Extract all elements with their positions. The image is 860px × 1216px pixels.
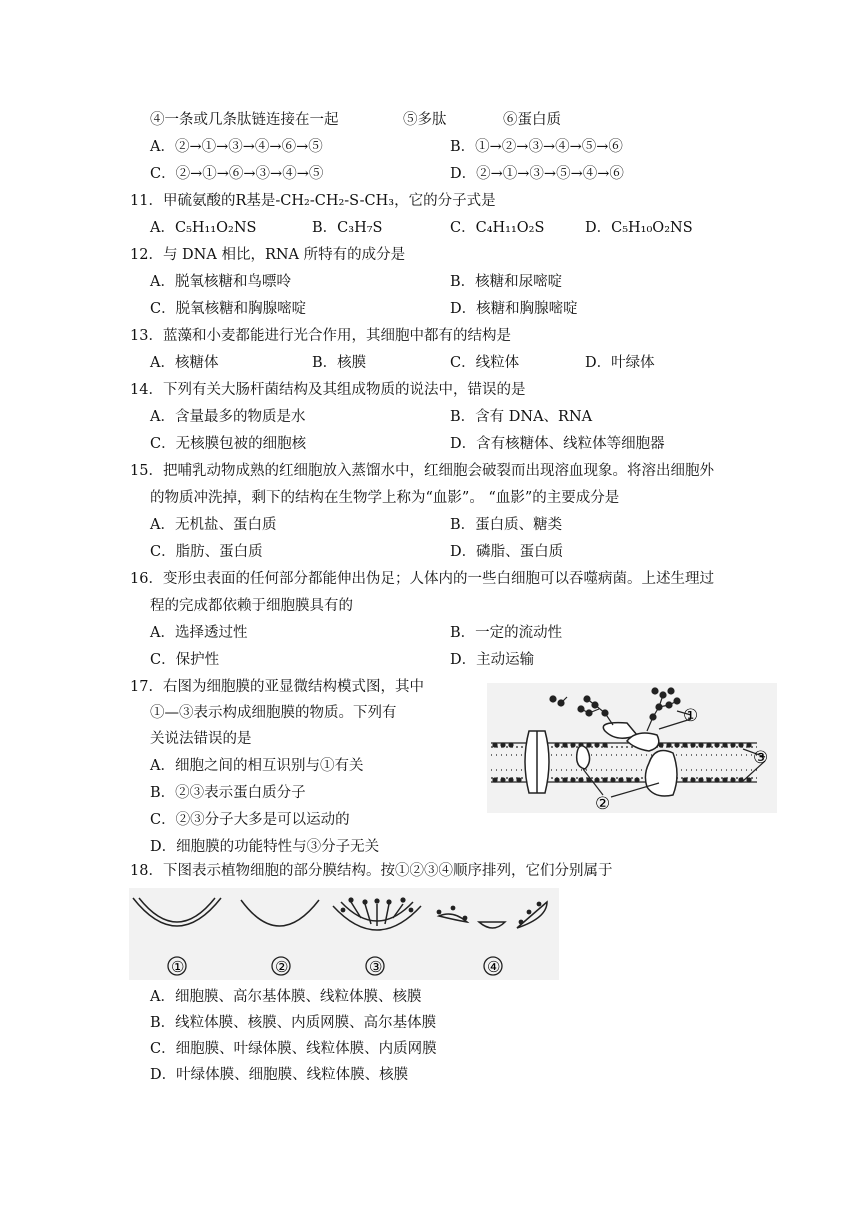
q14-option-a: A．含量最多的物质是水: [150, 409, 306, 425]
q15-option-c: C．脂肪、蛋白质: [150, 544, 263, 560]
q12-option-d: D．核糖和胸腺嘧啶: [450, 301, 578, 317]
q11-option-a: A．C₅H₁₁O₂NS: [150, 220, 257, 236]
q13-option-c: C．线粒体: [450, 355, 520, 371]
q18-option-b: B．线粒体膜、核膜、内质网膜、高尔基体膜: [150, 1015, 437, 1031]
q17-option-b: B．②③表示蛋白质分子: [150, 785, 306, 801]
q12-stem: 12．与 DNA 相比，RNA 所特有的成分是: [130, 247, 406, 263]
q13-option-b: B．核膜: [312, 355, 367, 371]
q10-option-a: A．②→①→③→④→⑥→⑤: [150, 139, 323, 155]
q18-stem: 18．下图表示植物细胞的部分膜结构。按①②③④顺序排列，它们分别属于: [130, 863, 613, 879]
q10-option-b: B．①→②→③→④→⑤→⑥: [450, 139, 623, 155]
q11-option-c: C．C₄H₁₁O₂S: [450, 220, 545, 236]
q16-stem-line2: 程的完成都依赖于细胞膜具有的: [150, 598, 353, 614]
q15-option-b: B．蛋白质、糖类: [450, 517, 563, 533]
q10-option-c: C．②→①→⑥→③→④→⑤: [150, 166, 324, 182]
q14-option-b: B．含有 DNA、RNA: [450, 409, 593, 425]
q14-stem: 14．下列有关大肠杆菌结构及其组成物质的说法中，错误的是: [130, 382, 526, 398]
q16-option-c: C．保护性: [150, 652, 220, 668]
q17-stem-line2: ①—③表示构成细胞膜的物质。下列有: [150, 705, 397, 721]
q18-option-a: A．细胞膜、高尔基体膜、线粒体膜、核膜: [150, 989, 422, 1005]
q12-option-c: C．脱氧核糖和胸腺嘧啶: [150, 301, 307, 317]
option-step-6: ⑥蛋白质: [503, 112, 561, 128]
q11-option-d: D．C₅H₁₀O₂NS: [585, 220, 693, 236]
option-step-5: ⑤多肽: [403, 112, 447, 128]
q17-option-d: D．细胞膜的功能特性与③分子无关: [150, 839, 380, 855]
q16-option-b: B．一定的流动性: [450, 625, 563, 641]
q11-option-b: B．C₃H₇S: [312, 220, 383, 236]
membrane-structures-figure: [129, 888, 559, 980]
membrane-label-2: ②: [595, 794, 611, 813]
q14-option-d: D．含有核糖体、线粒体等细胞器: [450, 436, 665, 452]
q15-option-d: D．磷脂、蛋白质: [450, 544, 564, 560]
q12-option-b: B．核糖和尿嘧啶: [450, 274, 563, 290]
q18-option-c: C．细胞膜、叶绿体膜、线粒体膜、内质网膜: [150, 1041, 437, 1057]
figure-label-2: ②: [275, 958, 289, 976]
q10-option-d: D．②→①→③→⑤→④→⑥: [450, 166, 624, 182]
q17-stem-line3: 关说法错误的是: [150, 731, 252, 747]
q15-stem-line1: 15．把哺乳动物成熟的红细胞放入蒸馏水中，红细胞会破裂而出现溶血现象。将溶出细胞外: [130, 463, 714, 479]
q17-option-c: C．②③分子大多是可以运动的: [150, 812, 350, 828]
membrane-label-1: ①: [683, 706, 699, 726]
q18-option-d: D．叶绿体膜、细胞膜、线粒体膜、核膜: [150, 1067, 409, 1083]
membrane-label-3: ③: [753, 748, 769, 768]
q14-option-c: C．无核膜包被的细胞核: [150, 436, 307, 452]
q15-option-a: A．无机盐、蛋白质: [150, 517, 277, 533]
q13-option-a: A．核糖体: [150, 355, 219, 371]
option-step-4: ④一条或几条肽链连接在一起: [150, 112, 339, 128]
q13-option-d: D．叶绿体: [585, 355, 655, 371]
q17-stem-line1: 17．右图为细胞膜的亚显微结构模式图，其中: [130, 679, 424, 695]
q12-option-a: A．脱氧核糖和鸟嘌呤: [150, 274, 291, 290]
q15-stem-line2: 的物质冲洗掉，剩下的结构在生物学上称为“血影”。 “血影”的主要成分是: [150, 490, 620, 506]
q16-option-a: A．选择透过性: [150, 625, 248, 641]
q11-stem: 11．甲硫氨酸的R基是-CH₂-CH₂-S-CH₃，它的分子式是: [130, 193, 496, 209]
q13-stem: 13．蓝藻和小麦都能进行光合作用，其细胞中都有的结构是: [130, 328, 511, 344]
q17-option-a: A．细胞之间的相互识别与①有关: [150, 758, 364, 774]
cell-membrane-figure: [487, 683, 777, 813]
figure-label-3: ③: [369, 958, 383, 976]
figure-label-1: ①: [171, 958, 185, 976]
figure-label-4: ④: [487, 958, 501, 976]
q16-option-d: D．主动运输: [450, 652, 535, 668]
q16-stem-line1: 16．变形虫表面的任何部分都能伸出伪足；人体内的一些白细胞可以吞噬病菌。上述生理过: [130, 571, 714, 587]
